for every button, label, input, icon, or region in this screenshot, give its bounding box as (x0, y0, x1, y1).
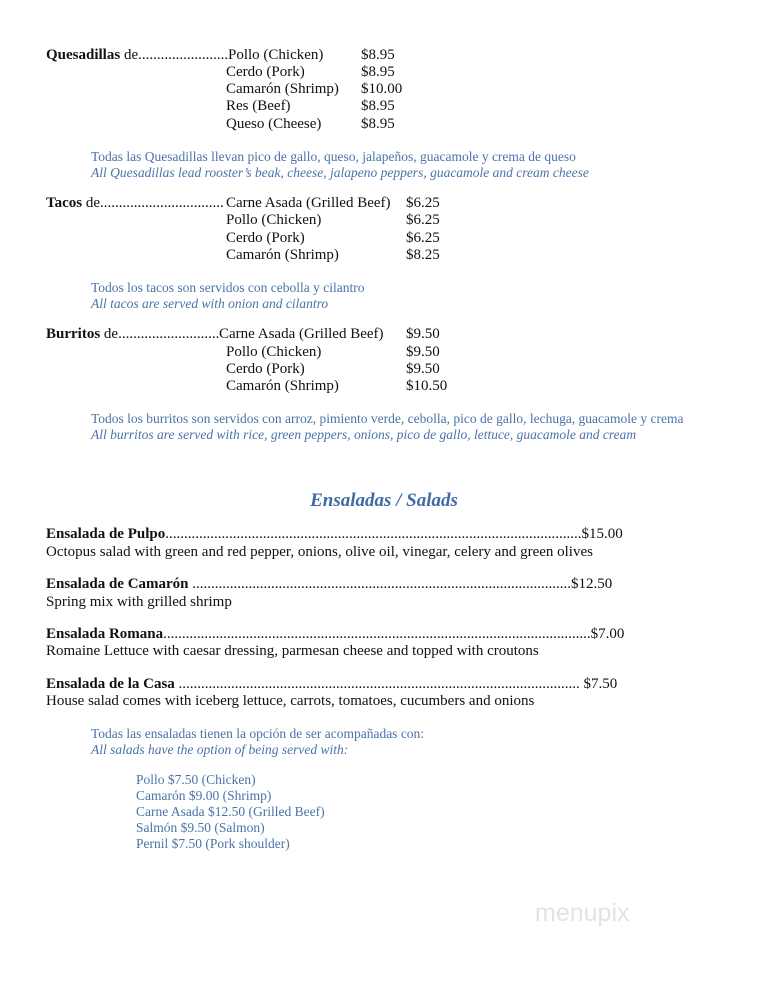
salad-name-line (46, 626, 624, 643)
salad-price: $7.50 (579, 676, 618, 692)
burrito-item-label: Carne Asada (Grilled Beef) (219, 326, 384, 342)
salad-name-line (46, 676, 617, 693)
burritos-note-en: All burritos are served with rice, green peppers, onions, pico de gallo, lettuce, guacamole and cream (91, 427, 637, 442)
de-word: de (82, 195, 101, 211)
salad-addon-item: Pollo $7.50 (Chicken) (136, 772, 256, 787)
burritos-heading (46, 326, 219, 343)
dot-leader: ............................................................................................................... (165, 526, 582, 542)
burrito-item-price: $9.50 (406, 344, 440, 360)
quesadilla-item-label: Pollo (Chicken) (228, 47, 324, 63)
quesadilla-item-price: $8.95 (361, 116, 395, 132)
taco-item-price: $6.25 (406, 195, 440, 211)
dot-leader: ........................................................................................................... (174, 676, 580, 692)
taco-item-price: $6.25 (406, 230, 440, 246)
salad-price: $7.00 (590, 626, 625, 642)
salad-description: Octopus salad with green and red pepper, onions, olive oil, vinegar, celery and green olives (46, 544, 593, 560)
taco-item-label: Camarón (Shrimp) (226, 247, 339, 263)
salad-description: House salad comes with iceberg lettuce, carrots, tomatoes, cucumbers and onions (46, 693, 535, 709)
taco-item-label: Cerdo (Pork) (226, 230, 305, 246)
salad-addon-item: Camarón $9.00 (Shrimp) (136, 788, 272, 803)
section-name: Burritos (46, 326, 101, 342)
tacos-note-en: All tacos are served with onion and cilantro (91, 296, 329, 311)
quesadilla-item-label: Camarón (Shrimp) (226, 81, 339, 97)
burrito-item-label: Cerdo (Pork) (226, 361, 305, 377)
burritos-note-es: Todos los burritos son servidos con arroz, pimiento verde, cebolla, pico de gallo, lechuga, guacamole y crema (91, 411, 684, 426)
salad-addon-item: Carne Asada $12.50 (Grilled Beef) (136, 804, 325, 819)
dot-leader: ..................................................................................................... (188, 576, 572, 592)
dot-leader: ................................. (100, 195, 224, 211)
salad-name: Ensalada de Camarón (46, 576, 189, 592)
quesadilla-item-price: $10.00 (361, 81, 403, 97)
dot-leader: .................................................................................................................. (163, 626, 591, 642)
dot-leader: ........................... (118, 326, 220, 342)
quesadilla-item-label: Queso (Cheese) (226, 116, 322, 132)
salad-addon-item: Pernil $7.50 (Pork shoulder) (136, 836, 290, 851)
salad-name: Ensalada de Pulpo (46, 526, 166, 542)
quesadilla-item-price: $8.95 (361, 47, 395, 63)
taco-item-label: Carne Asada (Grilled Beef) (226, 195, 391, 211)
salad-name: Ensalada de la Casa (46, 676, 175, 692)
quesadillas-heading (46, 47, 228, 64)
salads-note-en: All salads have the option of being served with: (91, 742, 349, 757)
quesadilla-item-price: $8.95 (361, 98, 395, 114)
quesadilla-item-label: Res (Beef) (226, 98, 291, 114)
salad-description: Spring mix with grilled shrimp (46, 594, 232, 610)
de-word: de (120, 47, 139, 63)
salad-name: Ensalada Romana (46, 626, 164, 642)
burrito-item-price: $9.50 (406, 361, 440, 377)
taco-item-label: Pollo (Chicken) (226, 212, 322, 228)
burrito-item-price: $9.50 (406, 326, 440, 342)
salad-name-line (46, 576, 612, 593)
salad-price: $15.00 (581, 526, 623, 542)
burrito-item-price: $10.50 (406, 378, 448, 394)
section-name: Quesadillas (46, 47, 121, 63)
de-word: de (100, 326, 119, 342)
salads-note-es: Todas las ensaladas tienen la opción de ser acompañadas con: (91, 726, 425, 741)
quesadilla-item-price: $8.95 (361, 64, 395, 80)
salad-price: $12.50 (571, 576, 613, 592)
salad-description: Romaine Lettuce with caesar dressing, parmesan cheese and topped with croutons (46, 643, 539, 659)
quesadilla-item-label: Cerdo (Pork) (226, 64, 305, 80)
salad-name-line (46, 526, 623, 543)
menupix-watermark: menupix (535, 899, 630, 927)
salad-addon-item: Salmón $9.50 (Salmon) (136, 820, 265, 835)
dot-leader: ........................ (138, 47, 229, 63)
section-name: Tacos (46, 195, 83, 211)
quesadillas-note-en: All Quesadillas lead rooster’s beak, cheese, jalapeno peppers, guacamole and cream cheese (91, 165, 589, 180)
salads-section-title: Ensaladas / Salads (310, 490, 458, 511)
tacos-note-es: Todos los tacos son servidos con cebolla y cilantro (91, 280, 365, 295)
burrito-item-label: Camarón (Shrimp) (226, 378, 339, 394)
taco-item-price: $8.25 (406, 247, 440, 263)
quesadillas-note-es: Todas las Quesadillas llevan pico de gallo, queso, jalapeños, guacamole y crema de queso (91, 149, 576, 164)
burrito-item-label: Pollo (Chicken) (226, 344, 322, 360)
taco-item-price: $6.25 (406, 212, 440, 228)
tacos-heading (46, 195, 224, 212)
